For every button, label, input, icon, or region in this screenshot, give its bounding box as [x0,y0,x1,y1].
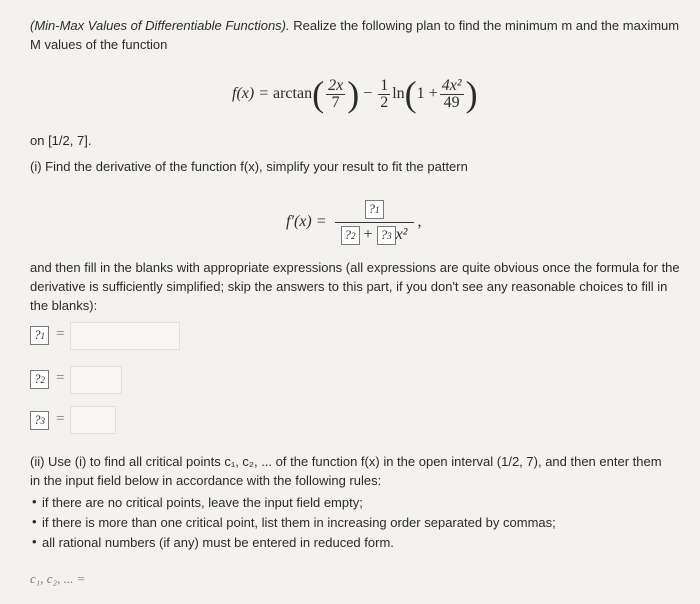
placeholder-q3: ?3 [377,226,396,245]
fill-instructions: and then fill in the blanks with appropriate expressions (all expressions are quite obvious once the formula for the derivative is sufficiently simplified; skip the answers to this part, if you don't see any reasonable choices to fill in the blanks): [30,260,680,313]
blank-3-symbol: ?3 [30,411,49,430]
blank-3-label [30,411,49,430]
blank-1-label [30,326,49,345]
blank-1-input[interactable] [70,322,180,350]
critical-points-input[interactable] [110,564,372,594]
placeholder-q2: ?2 [341,226,360,245]
derivative-pattern: f′(x) = $\frac{?1}{\text{?2 + ?3 x²}}$ , [286,198,422,245]
blank-2-label [30,370,49,389]
rule-bullet-2: • [32,514,37,529]
rule-bullet-1: • [32,494,37,509]
blank-1-symbol: ?1 [30,326,49,345]
derivative-fraction: $\frac{?1}{\text{?2 + ?3 x²}}$ [335,198,414,245]
blank-2-symbol: ?2 [30,370,49,389]
blank-3-input[interactable] [70,406,116,434]
interval-text: on [1/2, 7]. [30,133,92,148]
arctan-fraction: $\frac{2x}{7}$ [328,76,344,111]
blank-2-equals: = [56,370,65,386]
answer-label: c₁, c₂, ... = [30,571,86,586]
placeholder-q1: ?1 [365,200,384,219]
rule-2: if there is more than one critical point, list them in increasing order separated by commas; [42,515,556,530]
blank-3-equals: = [56,411,65,427]
half-fraction: $\frac{1}{2}$ [380,76,389,111]
rule-1: if there are no critical points, leave the input field empty; [42,495,363,510]
part-i-text: (i) Find the derivative of the function f(x), simplify your result to fit the pattern [30,159,468,174]
blank-2-input[interactable] [70,366,122,394]
ln-label: ln [392,85,405,102]
arctan-label: arctan [273,85,313,102]
problem-intro: Realize the following plan to find the minimum m and the maximum M values of the function [30,18,680,52]
rule-bullet-3: • [32,534,37,549]
part-ii-text: (ii) Use (i) to find all critical points c₁, c₂, ... of the function f(x) in the open interval (1/2, 7), and then enter them in the input field below in accordance with the following rules: [30,454,662,488]
intro-paragraph [30,16,690,54]
ln-fraction: $\frac{\text{4x²}}{49}$ [441,76,462,111]
blank-1-equals: = [56,326,65,342]
problem-title: (Min-Max Values of Differentiable Functions). [30,18,290,33]
rule-3: all rational numbers (if any) must be entered in reduced form. [42,535,394,550]
function-formula: f(x) = arctan ( $\frac{2x}{7}$ ) − $\frac{1}{2}$ ln ( 1 + $\frac{\text{4x²}}{49}$ ) [232,74,478,114]
derivative-lhs: f′(x) = [286,212,327,230]
function-lhs: f(x) = [232,85,269,102]
